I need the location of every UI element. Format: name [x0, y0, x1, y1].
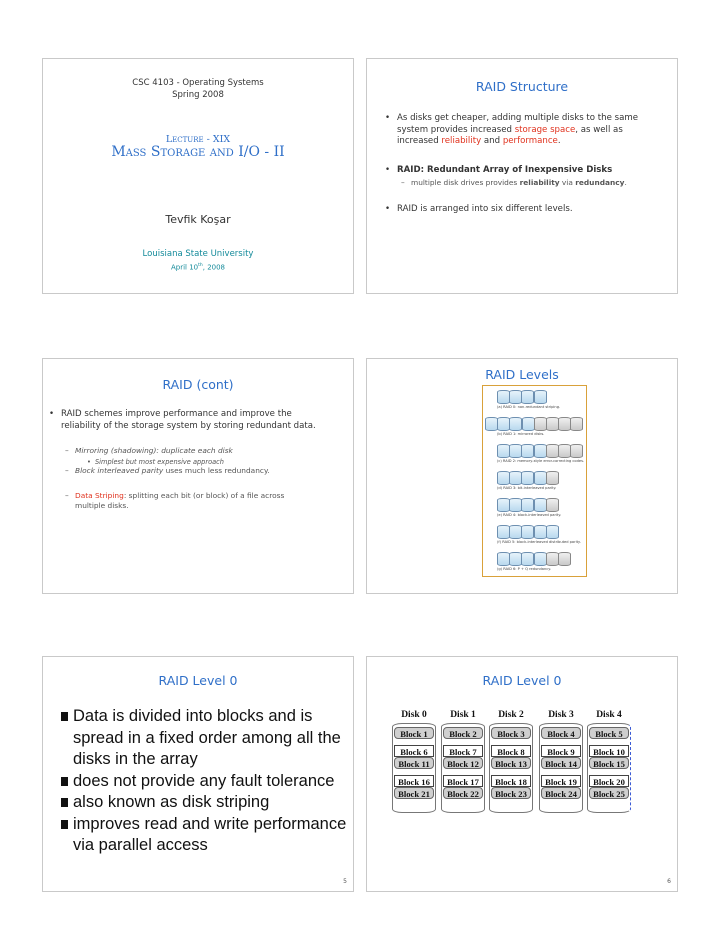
slide-6: [366, 656, 678, 892]
slide-title: RAID Structure: [475, 79, 569, 94]
course-term: Spring 2008: [172, 90, 224, 100]
bullet-raid-schemes: • RAID schemes improve performance and improve the reliability of the storage system by storing redundant data.: [49, 409, 316, 431]
disk-drive-icon: [570, 444, 583, 458]
block-cell: Block 2: [443, 727, 483, 739]
term-reliability: reliability: [519, 178, 560, 187]
date-sup: th: [198, 263, 203, 268]
bullet-storage: • As disks get cheaper, adding multiple disks to the same system provides increased storage space, as well as increased reliability and performance.: [385, 113, 639, 146]
bullet-text: improves read and write performance via parallel access: [73, 814, 347, 854]
disk-drive-icon: [497, 498, 510, 512]
term-redundancy: redundancy: [575, 178, 625, 187]
disk-header: Disk 4: [596, 710, 622, 720]
disk-drive-icon: [497, 525, 510, 539]
page-number: 6: [667, 878, 671, 885]
disk-drive-icon: [521, 390, 534, 404]
bullet-text: Data is divided into blocks and is spread in a fixed order among all the disks in the array: [73, 707, 341, 768]
block-cell: Block 19: [541, 775, 581, 787]
disk-drive-icon: [509, 390, 522, 404]
bullet-text: also known as disk striping: [73, 793, 270, 811]
term-block-parity: Block interleaved parity: [75, 466, 164, 475]
block-cell: Block 23: [491, 787, 531, 799]
slide-4: [366, 358, 678, 594]
slide-2: [366, 58, 678, 294]
block-cell: Block 11: [394, 757, 434, 769]
bullet-text: .: [557, 136, 561, 146]
disk-drive-icon: [558, 417, 571, 431]
slide-title: RAID Level 0: [482, 673, 562, 688]
raid-level-caption: (e) RAID 4: block-interleaved parity.: [497, 513, 562, 517]
block-cell: Block 5: [589, 727, 629, 739]
bullet-text: RAID is arranged into six different levels.: [397, 204, 573, 214]
disk-drive-icon: [509, 417, 522, 431]
disk-drive-icon: [521, 498, 534, 512]
disk-drive-icon: [546, 417, 559, 431]
raid-levels-figure: [482, 385, 587, 577]
block-cell: Block 12: [443, 757, 483, 769]
block-cell: Block 15: [589, 757, 629, 769]
sub-bullet-striping: – Data Striping: splitting each bit (or block) of a file across multiple disks.: [65, 491, 285, 510]
block-cell: Block 21: [394, 787, 434, 799]
block-cell: Block 8: [491, 745, 531, 757]
slide-title: RAID Levels: [485, 367, 559, 382]
date-suffix: , 2008: [202, 263, 226, 272]
sub-text: : duplicate each disk: [156, 446, 233, 455]
block-cell: Block 14: [541, 757, 581, 769]
raid-level-caption: (f) RAID 5: block-interleaved distributed parity.: [497, 540, 581, 544]
lecture-date: [43, 263, 353, 271]
disk-drive-icon: [570, 417, 583, 431]
disk-drive-icon: [546, 471, 559, 485]
block-cell: Block 4: [541, 727, 581, 739]
block-cell: Block 18: [491, 775, 531, 787]
term-storage: storage space: [514, 124, 576, 135]
block-cell: Block 13: [491, 757, 531, 769]
bullet-item: [61, 814, 351, 857]
raid-level-caption: (d) RAID 3: bit-interleaved parity.: [497, 486, 557, 490]
slide-1: [42, 58, 354, 294]
disk-drive-icon: [509, 498, 522, 512]
disk-drive-icon: [558, 444, 571, 458]
disk-drive-icon: [497, 390, 510, 404]
sub-sub-text: Simplest but most expensive approach: [95, 458, 224, 466]
bullet-text: , as well as increased: [397, 124, 623, 146]
bullet-text: As disks get cheaper, adding multiple disks to the same system provides increased: [397, 113, 639, 135]
block-cell: Block 7: [443, 745, 483, 757]
raid-acronym: RAID: Redundant Array of Inexpensive Disks: [397, 165, 613, 175]
disk-drive-icon: [521, 525, 534, 539]
disk-header: Disk 2: [498, 710, 524, 720]
disk-header: Disk 3: [548, 710, 574, 720]
date-prefix: April 10: [170, 263, 199, 272]
bullet-levels: • RAID is arranged into six different levels.: [385, 204, 573, 214]
sub-sub-bullet: • Simplest but most expensive approach: [87, 458, 224, 466]
bullet-list: [61, 706, 351, 857]
bullet-raid-definition: • RAID: Redundant Array of Inexpensive Disks: [385, 165, 613, 175]
disk-drive-icon: [497, 417, 510, 431]
lecture-title: Mass Storage and I/O - II: [111, 144, 285, 160]
disk-drive-icon: [497, 552, 510, 566]
disk-drive-icon: [534, 552, 547, 566]
sub-bullet-mirroring: – Mirroring (shadowing): duplicate each disk: [65, 446, 233, 455]
lecture-number: Lecture - XIX: [165, 134, 231, 145]
term-mirroring: Mirroring (shadowing): [75, 446, 157, 455]
raid0-disk-table: [367, 657, 679, 893]
page-number: 5: [343, 878, 347, 885]
block-cell: Block 24: [541, 787, 581, 799]
disk-drive-icon: [521, 471, 534, 485]
disk-drive-icon: [522, 417, 535, 431]
slide-5: [42, 656, 354, 892]
disk-drive-icon: [509, 444, 522, 458]
disk-drive-icon: [534, 444, 547, 458]
disk-drive-icon: [534, 471, 547, 485]
disk-drive-icon: [534, 390, 547, 404]
slide-3: [42, 358, 354, 594]
block-cell: Block 17: [443, 775, 483, 787]
bullet-text: and: [481, 136, 503, 146]
raid-level-caption: (c) RAID 2: memory-style error-correcting codes.: [497, 459, 585, 463]
disk-drive-icon: [546, 444, 559, 458]
block-cell: Block 22: [443, 787, 483, 799]
sub-text: : splitting each bit (or block) of a file across multiple disks.: [75, 491, 285, 510]
disk-drive-icon: [497, 444, 510, 458]
disk-drive-icon: [521, 552, 534, 566]
sub-text: .: [624, 178, 627, 187]
term-data-striping: Data Striping: [75, 491, 124, 500]
block-cell: Block 20: [589, 775, 629, 787]
bullet-item: [61, 706, 351, 771]
disk-header: Disk 0: [401, 710, 427, 720]
block-cell: Block 25: [589, 787, 629, 799]
slide-title: RAID Level 0: [158, 673, 238, 688]
block-cell: Block 6: [394, 745, 434, 757]
disk-drive-icon: [521, 444, 534, 458]
block-cell: Block 3: [491, 727, 531, 739]
disk-drive-icon: [534, 498, 547, 512]
term-reliability: reliability: [441, 136, 482, 146]
block-cell: Block 1: [394, 727, 434, 739]
disk-drive-icon: [546, 525, 559, 539]
author-name: Tevfik Koşar: [165, 213, 231, 226]
disk-drive-icon: [497, 471, 510, 485]
disk-drive-icon: [534, 417, 547, 431]
bullet-item: [61, 792, 351, 814]
university-name: Louisiana State University: [142, 249, 254, 259]
block-cell: Block 16: [394, 775, 434, 787]
disk-drive-icon: [534, 525, 547, 539]
disk-drive-icon: [509, 552, 522, 566]
raid-level-caption: (g) RAID 6: P + Q redundancy.: [497, 567, 552, 571]
disk-drive-icon: [485, 417, 498, 431]
disk-drive-icon: [546, 552, 559, 566]
disk-drive-icon: [546, 498, 559, 512]
slide-title: RAID (cont): [162, 377, 234, 392]
block-cell: Block 9: [541, 745, 581, 757]
sub-bullet-redundancy: – multiple disk drives provides reliability via redundancy.: [401, 178, 627, 187]
block-cell: Block 10: [589, 745, 629, 757]
course-name: CSC 4103 - Operating Systems: [132, 78, 264, 88]
sub-bullet-parity: – Block interleaved parity uses much less redundancy.: [65, 466, 270, 475]
bullet-text: does not provide any fault tolerance: [73, 771, 335, 790]
bullet-item: [61, 771, 351, 793]
course-header: [43, 77, 353, 101]
disk-drive-icon: [509, 471, 522, 485]
disk-drive-icon: [558, 552, 571, 566]
disk-drive-icon: [509, 525, 522, 539]
term-performance: performance: [502, 136, 558, 146]
sub-text: via: [559, 178, 576, 187]
raid-level-caption: (b) RAID 1: mirrored disks.: [497, 432, 545, 436]
sub-text: uses much less redundancy.: [163, 466, 270, 475]
bullet-text: RAID schemes improve performance and improve the reliability of the storage system by storing redundant data.: [61, 409, 316, 431]
disk-header: Disk 1: [450, 710, 476, 720]
raid-level-caption: (a) RAID 0: non-redundant striping.: [497, 405, 561, 409]
sub-text: multiple disk drives provides: [411, 178, 520, 187]
